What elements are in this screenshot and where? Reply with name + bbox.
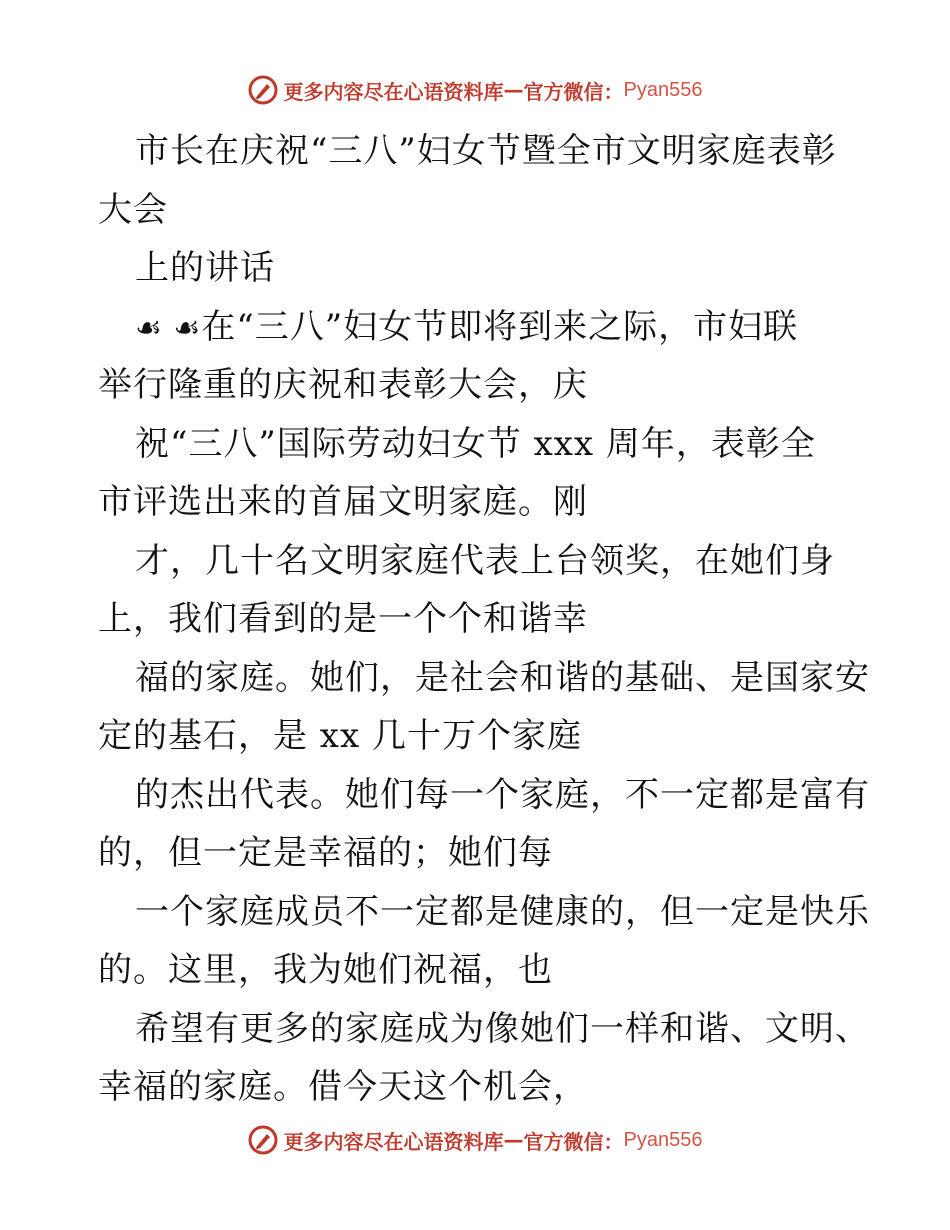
header-banner [0, 70, 950, 110]
paragraph-line: 希望有更多的家庭成为像她们一样和谐、文明、 [135, 1008, 870, 1049]
document-body [98, 122, 870, 1117]
pen-logo-icon [248, 1125, 278, 1155]
title-line-1: 市长在庆祝“三八”妇女节暨全市文明家庭表彰 [135, 131, 837, 171]
paragraph-line: 举行隆重的庆祝和表彰大会，庆 [98, 365, 588, 405]
paragraph-line [98, 298, 858, 357]
banner-wechat-label: 官方微信： [523, 1129, 624, 1154]
banner-wechat-id: Pyan556 [623, 78, 703, 101]
title-line-3: 上的讲话 [135, 248, 275, 288]
banner-separator: — [503, 1128, 524, 1152]
paragraph-line: 定的基石，是 xx 几十万个家庭 [98, 716, 582, 756]
paragraph-line: 的，但一定是幸福的；她们每 [98, 833, 553, 873]
banner-site-text: 更多内容尽在心语资料库 [283, 1129, 504, 1154]
pen-logo-icon [248, 75, 278, 105]
banner-wechat-label: 官方微信： [523, 79, 624, 104]
paragraph-line: 的。这里，我为她们祝福，也 [98, 950, 553, 990]
paragraph-line: 上，我们看到的是一个个和谐幸 [98, 599, 588, 639]
paragraph-line: 市评选出来的首届文明家庭。刚 [98, 482, 588, 522]
title-line-2: 大会 [98, 189, 168, 230]
ornament-icon: ☙ ☙ [135, 310, 202, 346]
banner-site-text: 更多内容尽在心语资料库 [283, 79, 504, 104]
paragraph-line: 幸福的家庭。借今天这个机会， [98, 1067, 588, 1107]
paragraph-line: 一个家庭成员不一定都是健康的，但一定是快乐 [135, 891, 870, 932]
banner-separator: — [503, 78, 524, 102]
paragraph-text: 在“三八”妇女节即将到来之际，市妇联 [201, 306, 799, 347]
banner-wechat-id: Pyan556 [623, 1128, 703, 1151]
footer-banner [0, 1120, 950, 1160]
paragraph-line: 祝“三八”国际劳动妇女节 xxx 周年，表彰全 [135, 423, 816, 464]
paragraph-line: 的杰出代表。她们每一个家庭，不一定都是富有 [135, 774, 870, 815]
paragraph-line: 才，几十名文明家庭代表上台领奖，在她们身 [135, 540, 835, 581]
paragraph-line: 福的家庭。她们，是社会和谐的基础、是国家安 [135, 657, 870, 698]
